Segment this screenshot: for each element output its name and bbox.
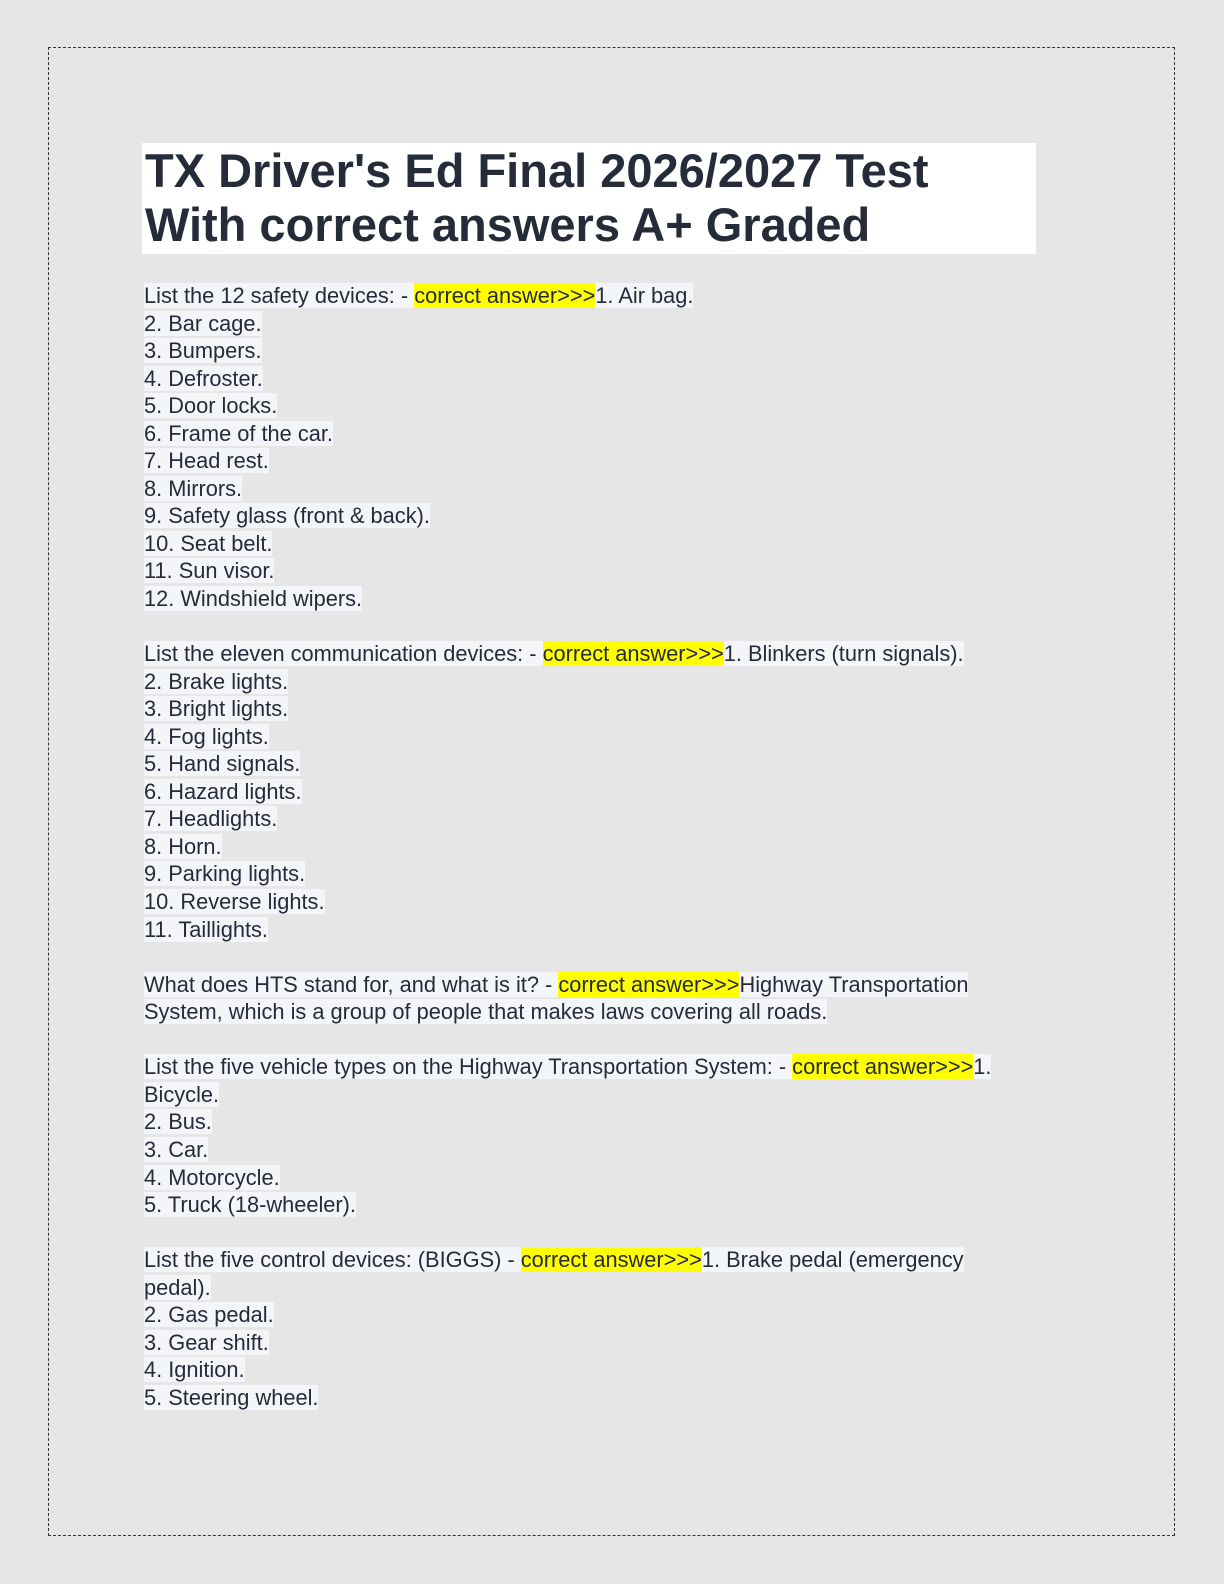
answer-line: 4. Motorcycle. xyxy=(144,1164,280,1190)
answer-line: pedal). xyxy=(144,1274,211,1300)
answer-marker-highlight: correct answer>>> xyxy=(792,1054,974,1080)
question-prompt: What does HTS stand for, and what is it? - xyxy=(144,971,559,997)
question-first-line xyxy=(144,1053,1084,1081)
answer-line-row xyxy=(144,916,1084,944)
answer-line-row xyxy=(144,695,1084,723)
answer-line: 3. Bumpers. xyxy=(144,338,262,364)
answer-line: 12. Windshield wipers. xyxy=(144,586,363,612)
question-first-line xyxy=(144,1246,1084,1274)
answer-line-row xyxy=(144,1108,1084,1136)
answer-line: 5. Truck (18-wheeler). xyxy=(144,1192,356,1218)
answer-line: 3. Bright lights. xyxy=(144,696,289,722)
question-first-line xyxy=(144,282,1084,310)
answer-line: 7. Head rest. xyxy=(144,448,269,474)
answer-line-row xyxy=(144,392,1084,420)
answer-line-row xyxy=(144,1081,1084,1109)
answer-line-row xyxy=(144,1356,1084,1384)
answer-line-row xyxy=(144,1191,1084,1219)
answer-line-row xyxy=(144,530,1084,558)
answer-marker-highlight: correct answer>>> xyxy=(542,641,724,667)
answer-line: 6. Frame of the car. xyxy=(144,420,333,446)
answer-line-row xyxy=(144,778,1084,806)
answer-line: Bicycle. xyxy=(144,1081,220,1107)
answer-line-row xyxy=(144,557,1084,585)
answer-line: 5. Hand signals. xyxy=(144,751,301,777)
answer-line-row xyxy=(144,1329,1084,1357)
question-item xyxy=(144,1053,1084,1218)
answer-line-row xyxy=(144,833,1084,861)
answer-line: 8. Horn. xyxy=(144,833,222,859)
answer-line: 1. Blinkers (turn signals). xyxy=(723,641,964,667)
question-first-line xyxy=(144,640,1084,668)
answer-line: 1. Air bag. xyxy=(595,283,694,308)
answer-line-row xyxy=(144,723,1084,751)
answer-line: 9. Parking lights. xyxy=(144,861,306,887)
answer-line: 1. xyxy=(973,1054,992,1080)
answer-line: Highway Transportation xyxy=(739,971,969,997)
answer-line-row xyxy=(144,1164,1084,1192)
answer-line-row xyxy=(144,998,1084,1026)
answer-line-row xyxy=(144,337,1084,365)
answer-line: 5. Door locks. xyxy=(144,393,278,419)
answer-line: 3. Gear shift. xyxy=(144,1329,269,1355)
question-list xyxy=(144,282,1084,1439)
question-prompt: List the 12 safety devices: - xyxy=(144,283,415,308)
answer-line-row xyxy=(144,585,1084,613)
answer-line: 9. Safety glass (front & back). xyxy=(144,503,430,529)
answer-line-row xyxy=(144,888,1084,916)
answer-line: 10. Seat belt. xyxy=(144,530,273,556)
answer-marker-highlight: correct answer>>> xyxy=(558,971,740,997)
answer-line-row xyxy=(144,860,1084,888)
answer-line: 3. Car. xyxy=(144,1136,209,1162)
answer-line-row xyxy=(144,805,1084,833)
answer-line: 6. Hazard lights. xyxy=(144,778,302,804)
question-prompt: List the five vehicle types on the Highway Transportation System: - xyxy=(144,1054,793,1080)
answer-line-row xyxy=(144,1384,1084,1412)
answer-line-row xyxy=(144,502,1084,530)
answer-line-row xyxy=(144,1274,1084,1302)
document-title xyxy=(142,143,1036,254)
answer-line: 4. Ignition. xyxy=(144,1357,245,1383)
answer-line: 2. Brake lights. xyxy=(144,668,289,694)
answer-line-row xyxy=(144,475,1084,503)
answer-line-row xyxy=(144,1136,1084,1164)
answer-line-row xyxy=(144,668,1084,696)
question-item xyxy=(144,1246,1084,1411)
answer-line: 4. Defroster. xyxy=(144,365,263,391)
answer-line: 2. Gas pedal. xyxy=(144,1302,274,1328)
answer-line-row xyxy=(144,420,1084,448)
question-item xyxy=(144,282,1084,613)
answer-marker-highlight: correct answer>>> xyxy=(414,283,596,308)
question-prompt: List the five control devices: (BIGGS) - xyxy=(144,1247,521,1273)
answer-line: System, which is a group of people that makes laws covering all roads. xyxy=(144,999,828,1025)
answer-line: 7. Headlights. xyxy=(144,806,278,832)
answer-line: 11. Taillights. xyxy=(144,916,268,942)
question-first-line xyxy=(144,971,1084,999)
answer-line: 10. Reverse lights. xyxy=(144,889,325,915)
answer-line-row xyxy=(144,447,1084,475)
answer-marker-highlight: correct answer>>> xyxy=(520,1247,702,1273)
answer-line: 11. Sun visor. xyxy=(144,558,275,584)
answer-line-row xyxy=(144,310,1084,338)
answer-line: 2. Bar cage. xyxy=(144,310,262,336)
answer-line: 8. Mirrors. xyxy=(144,475,243,501)
answer-line-row xyxy=(144,365,1084,393)
answer-line: 5. Steering wheel. xyxy=(144,1384,319,1410)
answer-line-row xyxy=(144,1301,1084,1329)
answer-line: 4. Fog lights. xyxy=(144,723,269,749)
title-line-2: With correct answers A+ Graded xyxy=(145,198,871,251)
title-line-1: TX Driver's Ed Final 2026/2027 Test xyxy=(145,144,929,197)
question-item xyxy=(144,971,1084,1026)
question-item xyxy=(144,640,1084,943)
answer-line-row xyxy=(144,750,1084,778)
question-prompt: List the eleven communication devices: - xyxy=(144,641,543,667)
answer-line: 1. Brake pedal (emergency xyxy=(701,1247,964,1273)
answer-line: 2. Bus. xyxy=(144,1109,212,1135)
